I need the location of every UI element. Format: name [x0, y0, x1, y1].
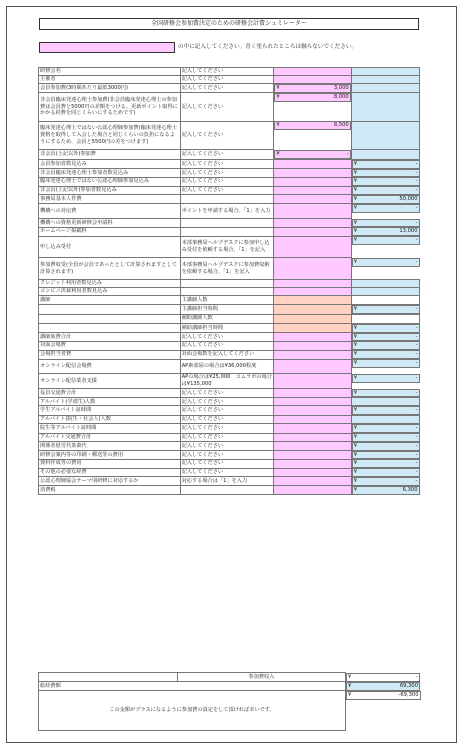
table-row [39, 305, 420, 315]
row-instruction: 記入してください [180, 150, 274, 159]
row-instruction [180, 288, 274, 296]
table-row [39, 359, 420, 374]
row-instruction: 本部事務局ヘルプデスクに参加費収納を依頼する場合、「1」を記入 [180, 258, 274, 280]
row-computed: ¥ - [353, 469, 418, 476]
row-label [39, 323, 181, 332]
row-label: 非会員臨床発達心理士参加者数見込み [39, 169, 181, 178]
row-input[interactable] [274, 169, 351, 178]
row-label: 院生等アルバイト証時間 [39, 424, 181, 433]
row-label: 主催者 [39, 76, 181, 84]
summary-table [38, 672, 421, 731]
row-computed: ¥ - [353, 374, 418, 381]
row-label: 役員交通費合計 [39, 389, 181, 398]
row-label: 臨床発達心理士ではない公認心理師参加費(臨床発達心理士資格を取得して入会した場合と同じくらいの負担になるようにするため、会員と5500円の差をつけます) [39, 121, 181, 150]
row-computed: ¥ - [353, 219, 418, 226]
row-input[interactable] [274, 486, 351, 495]
row-computed: ¥ - [353, 425, 418, 432]
row-instruction: 記入してください [180, 451, 274, 460]
row-input[interactable] [274, 236, 351, 258]
row-label: アルバイト(学部生)人数 [39, 398, 181, 406]
table-row [39, 424, 420, 433]
row-label: クレジット利用者数見込み [39, 280, 181, 288]
row-input[interactable] [274, 288, 351, 296]
row-input[interactable] [274, 451, 351, 460]
row-computed: ¥ - [353, 460, 418, 467]
row-input[interactable]: ¥ - [276, 150, 349, 157]
row-instruction: 記入してください [180, 398, 274, 406]
table-row [39, 227, 420, 236]
row-instruction: 本部事務局ヘルプデスクに参加申し込み受付を依頼する場合、「1」を記入 [180, 236, 274, 258]
row-instruction: APの場合は¥25,000 コムラボの場合は¥135,000 [181, 374, 272, 388]
row-input[interactable] [274, 424, 351, 433]
row-input[interactable] [274, 219, 351, 228]
total-label: 総経費額 [39, 682, 346, 691]
row-input[interactable] [274, 280, 351, 288]
sheet-title: 全国研修会参加費決定のための研修会計費シュミレーター [39, 18, 419, 30]
table-row [39, 442, 420, 451]
lecturer-input[interactable] [274, 314, 351, 323]
row-instruction: 記入してください [180, 186, 274, 195]
row-computed: ¥ - [353, 178, 418, 185]
table-row [39, 416, 420, 424]
row-computed: ¥ - [353, 389, 418, 396]
row-label: 非会員(上記以外)参加費 [39, 150, 181, 159]
row-input[interactable] [274, 177, 351, 186]
row-instruction: 記入してください [180, 68, 274, 76]
row-instruction: 対応する場合は「1」を入力 [180, 477, 274, 486]
table-row [39, 374, 420, 389]
row-label: 学生アルバイト証時間 [39, 406, 181, 416]
table-row [39, 219, 420, 228]
row-computed [351, 150, 419, 159]
row-label: オンライン配信業者支援 [39, 374, 181, 389]
lecturer-item: 補助講師担当時間 [180, 323, 274, 332]
table-row [39, 486, 420, 495]
row-input[interactable] [274, 186, 351, 195]
row-input[interactable] [274, 341, 351, 350]
row-computed: ¥ - [353, 442, 418, 449]
table-row [39, 280, 420, 288]
balance-value: ¥ -69,300 [348, 691, 419, 698]
lecturer-input[interactable] [274, 305, 351, 315]
table-row [39, 406, 420, 416]
row-instruction: 記入してください [180, 159, 274, 168]
row-label: 講師旅費合計 [39, 333, 181, 342]
row-instruction: 記入してください [180, 433, 274, 442]
table-row [39, 150, 420, 159]
row-computed: ¥ - [353, 351, 418, 358]
instruction-note: の中に記入してください。青く塗られたところは触らないでください。 [178, 44, 358, 50]
table-row [39, 84, 420, 93]
row-instruction: 記入してください [180, 169, 274, 178]
row-instruction: 記入してください [180, 76, 274, 84]
row-input[interactable] [274, 333, 351, 342]
row-label: ホームページ掲載料 [39, 227, 181, 236]
row-computed: ¥ - [353, 160, 418, 167]
row-label: 関係者慰労代茶菓代 [39, 442, 181, 451]
row-instruction: 記入してください [180, 442, 274, 451]
lecturer-input[interactable] [274, 323, 351, 332]
table-row [39, 258, 420, 280]
table-row [39, 451, 420, 460]
row-instruction [180, 280, 274, 288]
row-computed: ¥ - [353, 451, 418, 458]
row-instruction: 記入してください [180, 93, 274, 122]
row-label: 非会員臨床発達心理士参加費(非会員臨床発達心理士の参加費は会員費と5000円の差額をつける。更新ポイント取得にかかる経費を同じくらいにするためです) [39, 93, 181, 122]
row-computed: ¥ - [353, 407, 418, 414]
row-computed: ¥ - [353, 237, 418, 244]
row-instruction: 記入してください [180, 459, 274, 468]
row-input[interactable] [274, 416, 351, 424]
row-label: アルバイト交通費合計 [39, 433, 181, 442]
row-label: 会員参加者数見込み [39, 159, 181, 168]
lecturer-item: 補助講師人数 [180, 314, 274, 323]
table-row [39, 121, 420, 150]
row-computed: ¥ - [353, 333, 418, 340]
row-instruction: ポイントを申請する場合、「1」を入力 [180, 204, 274, 219]
income-label: 参加費収入 [178, 673, 346, 682]
row-input[interactable] [274, 76, 351, 84]
row-input[interactable] [274, 195, 351, 204]
row-input[interactable] [274, 442, 351, 451]
row-input[interactable] [274, 468, 351, 477]
table-row [39, 195, 420, 204]
table-row [39, 236, 420, 258]
row-computed: ¥ 50,000 [353, 195, 418, 202]
row-label: コンビニ決裁利用者数見込み [39, 288, 181, 296]
row-input[interactable] [274, 68, 351, 76]
table-row [39, 177, 420, 186]
table-row [39, 288, 420, 296]
row-input[interactable] [274, 389, 351, 398]
row-label: 会場担当者費 [39, 350, 181, 359]
row-label: 研修会名 [39, 68, 181, 76]
table-row [39, 389, 420, 398]
row-label [39, 305, 181, 315]
row-label: 臨床発達心理士ではない公認心理師参加見込み [39, 177, 181, 186]
row-instruction: 記入してください [180, 389, 274, 398]
row-computed: ¥ 13,000 [353, 228, 418, 235]
row-computed [351, 288, 419, 296]
lecturer-computed: ¥ - [353, 324, 418, 331]
row-computed [351, 76, 419, 84]
row-instruction [180, 195, 274, 204]
row-label: 申し込み受付 [39, 236, 181, 258]
lecturer-label: 講師 [39, 296, 181, 305]
row-computed: ¥ - [353, 477, 418, 484]
row-input[interactable] [274, 374, 351, 389]
row-instruction: 記入してください [180, 406, 274, 416]
row-instruction: AP素部屋の場合は¥36,000程度 [180, 359, 274, 374]
table-row [39, 93, 420, 122]
row-label [39, 314, 181, 323]
table-row [39, 68, 420, 76]
row-input[interactable] [274, 433, 351, 442]
row-label: オンライン配信会場費 [39, 359, 181, 374]
row-label: 資料作成等の費用 [39, 459, 181, 468]
row-input[interactable] [274, 406, 351, 416]
row-computed [351, 121, 419, 150]
table-row [39, 398, 420, 406]
table-row [39, 459, 420, 468]
row-instruction: 記入してください [180, 416, 274, 424]
row-instruction: 記入してください [180, 424, 274, 433]
row-label: 機構への資格更新研修会申請料 [39, 219, 181, 228]
row-input[interactable]: ¥ 3,000 [276, 85, 349, 91]
balance-message: この金額がプラスになるように参加費の設定をして頂ければ幸いです。 [39, 691, 346, 731]
row-input[interactable] [274, 204, 351, 219]
table-row [39, 186, 420, 195]
lecturer-input[interactable] [274, 296, 351, 305]
row-label: 公認心理師協会テーマ別研修に対応するか [39, 477, 181, 486]
table-row [39, 76, 420, 84]
table-row [39, 314, 420, 323]
row-input[interactable] [274, 350, 351, 359]
row-input[interactable]: ¥ 8,500 [276, 122, 349, 129]
row-label: その他の必要な経費 [39, 468, 181, 477]
row-computed: ¥ - [353, 204, 418, 211]
lecturer-item: 主講師人数 [180, 296, 274, 305]
table-row [39, 204, 420, 219]
row-label: 研修会案内等の印刷・郵送等の費用 [39, 451, 181, 460]
row-instruction: 記入してください [180, 121, 274, 150]
row-input[interactable] [274, 459, 351, 468]
row-computed: ¥ - [353, 360, 418, 367]
row-label: 参加費収受(全員が会員であったとして計算されますとして計算されます) [39, 258, 181, 280]
row-computed: ¥ 6,300 [353, 486, 418, 493]
lecturer-item: 主講師担当時間 [180, 305, 274, 315]
row-computed: ¥ - [353, 187, 418, 194]
row-instruction [180, 486, 274, 495]
table-row [39, 333, 420, 342]
row-computed: ¥ - [353, 169, 418, 176]
row-instruction: 記入してください [180, 333, 274, 342]
row-input[interactable] [274, 258, 351, 280]
lecturer-computed [351, 296, 419, 305]
table-row [39, 341, 420, 350]
table-row [39, 433, 420, 442]
row-computed [351, 84, 419, 93]
row-input[interactable]: ¥ 8,000 [276, 93, 349, 100]
row-label: アルバイト(院生・社会人)人数 [39, 416, 181, 424]
row-instruction: 対面会場数を記入してください [180, 350, 274, 359]
row-label: 機構への対応費 [39, 204, 181, 219]
row-label: 会員参加費(3時間あたり最低3000円) [39, 84, 181, 93]
row-instruction: 記入してください [180, 177, 274, 186]
table-row [39, 477, 420, 486]
row-instruction: 記入してください [180, 341, 274, 350]
row-computed: ¥ - [353, 258, 418, 265]
row-label: 非会員(上記以外)参加者数見込み [39, 186, 181, 195]
row-label: 消費税 [39, 486, 181, 495]
total-value: ¥ 69,300 [348, 682, 419, 689]
input-color-legend [39, 42, 175, 53]
row-computed [351, 280, 419, 288]
row-instruction: 記入してください [180, 84, 274, 93]
table-row [39, 468, 420, 477]
row-input[interactable] [274, 227, 351, 236]
table-row [39, 169, 420, 178]
row-input[interactable] [274, 398, 351, 406]
table-row [39, 350, 420, 359]
row-label: 事務局基本人件費 [39, 195, 181, 204]
row-computed [351, 398, 419, 406]
row-input[interactable] [274, 477, 351, 486]
table-row [39, 159, 420, 168]
row-computed [351, 68, 419, 76]
cost-table [38, 67, 420, 495]
lecturer-computed: ¥ - [353, 306, 418, 313]
row-instruction: 記入してください [180, 468, 274, 477]
row-label: 対面会場費 [39, 341, 181, 350]
row-computed: ¥ - [353, 434, 418, 440]
row-instruction [180, 227, 274, 236]
row-computed: ¥ - [353, 342, 418, 349]
row-computed [351, 416, 419, 424]
income-value: ¥ - [348, 673, 419, 680]
row-computed [351, 93, 419, 122]
row-input[interactable] [274, 159, 351, 168]
row-instruction [180, 219, 274, 228]
table-row [39, 296, 420, 305]
table-row [39, 323, 420, 332]
row-input[interactable] [274, 359, 351, 374]
lecturer-computed [351, 314, 419, 323]
